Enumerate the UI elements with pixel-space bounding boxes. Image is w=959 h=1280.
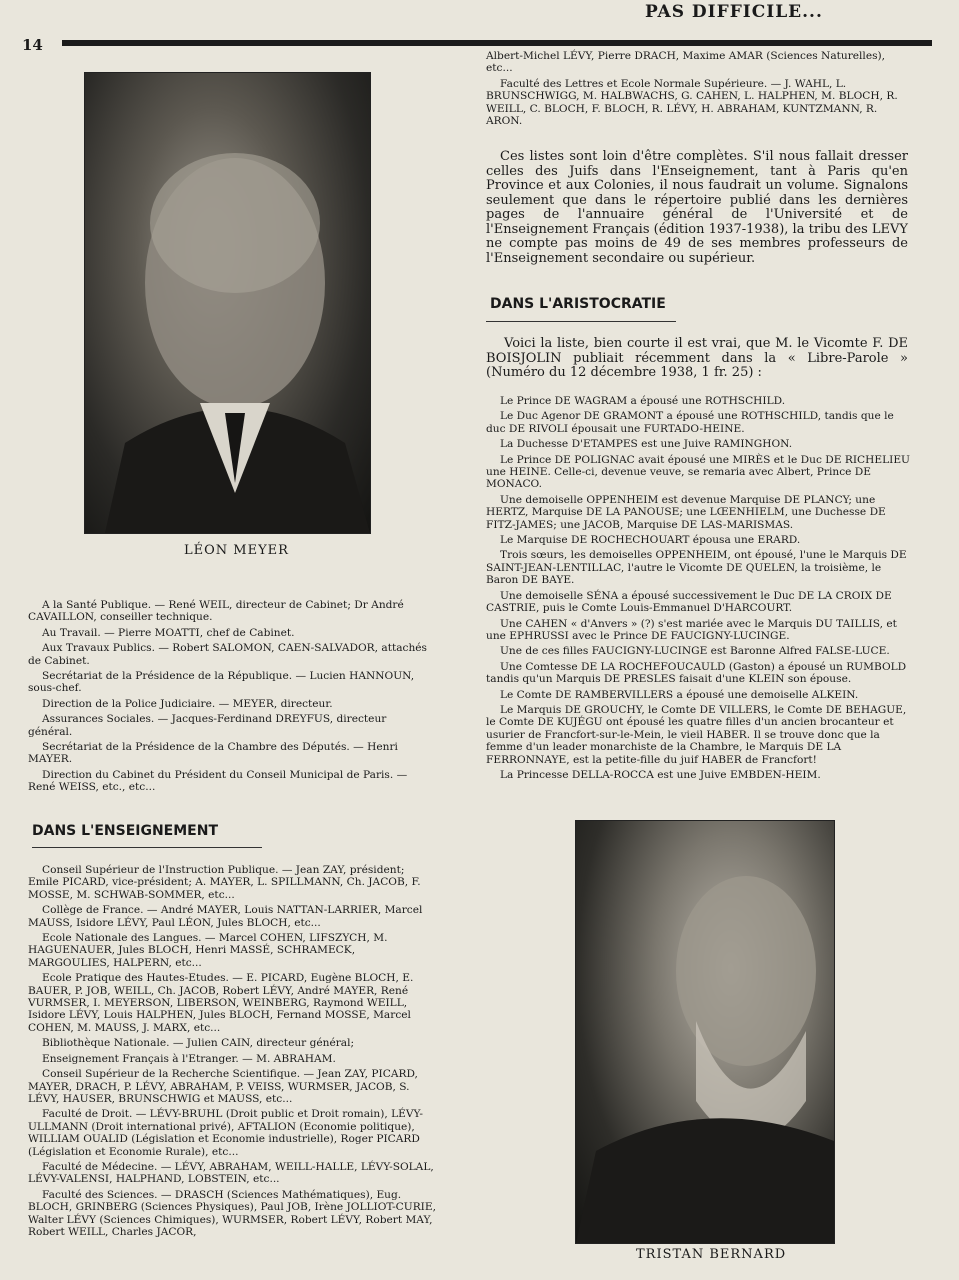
list-item: Albert-Michel LÉVY, Pierre DRACH, Maxime AMAR (Sciences Naturelles), etc... — [486, 50, 886, 75]
list-item: Enseignement Français à l'Etranger. — M. ABRAHAM. — [42, 1052, 336, 1065]
list-item: Une demoiselle SÉNA a épousé successivement le Duc DE LA CROIX DE CASTRIE, puis le Comte Louis-Emmanuel D'HARCOURT. — [486, 589, 892, 615]
heading-aristocratie: DANS L'ARISTOCRATIE — [490, 296, 666, 312]
list-item: Direction de la Police Judiciaire. — MEYER, directeur. — [42, 697, 333, 710]
list-item: Bibliothèque Nationale. — Julien CAIN, directeur général; — [42, 1037, 355, 1050]
list-item: Conseil Supérieur de l'Instruction Publique. — Jean ZAY, président; Emile PICARD, vice-président; A. MAYER, L. SPILLMANN, Ch. JACOB, F. MOSSE, M. SCHWAB-SOMMER, etc... — [28, 864, 421, 901]
lists-paragraph: Ces listes sont loin d'être complètes. S'il nous fallait dresser celles des Juifs dans l'Enseignement, tant à Paris qu'en Province et aux Colonies, il nous faudrait un volume. Signalons seulement que dans le répertoire publié dans les dernières pages de l'annuaire général de l'Université et de l'Enseignement Français (édition 1937-1938), la tribu des LEVY ne compte pas moins de 49 de ses membres professeurs de l'Enseignement secondaire ou supérieur. — [486, 149, 908, 266]
list-item: Le Duc Agenor DE GRAMONT a épousé une ROTHSCHILD, tandis que le duc DE RIVOLI épousait une FURTADO-HEINE. — [486, 410, 894, 435]
list-item: Le Prince DE WAGRAM a épousé une ROTHSCHILD. — [500, 395, 786, 407]
aristocracy-list — [486, 395, 910, 784]
list-item: Collège de France. — André MAYER, Louis NATTAN-LARRIER, Marcel MAUSS, Isidore LÉVY, Paul LÉON, Jules BLOCH, etc... — [28, 904, 423, 929]
list-item: Aux Travaux Publics. — Robert SALOMON, CAEN-SALVADOR, attachés de Cabinet. — [28, 642, 427, 667]
list-item: Le Prince DE POLIGNAC avait épousé une MIRÈS et le Duc DE RICHELIEU une HEINE. Celle-ci, devenue veuve, se remaria avec Albert, Prince DE MONACO. — [486, 453, 910, 491]
list-item: Ecole Pratique des Hautes-Etudes. — E. PICARD, Eugène BLOCH, E. BAUER, P. JOB, WEILL, Ch. JACOB, Robert LÉVY, André MAYER, René VURMSER, I. MEYERSON, LIBERSON, WEINBERG, Raymond WEILL, Isidore LÉVY, Louis HALPHEN, Jules BLOCH, Fernand MOSSE, Marcel COHEN, M. MAUSS, J. MARX, etc... — [28, 972, 414, 1034]
portrait-tristan-bernard-figure — [576, 821, 834, 1243]
list-item: Faculté de Droit. — LÉVY-BRUHL (Droit public et Droit romain), LÉVY-ULLMANN (Droit international privé), AFTALION (Economie politique), WILLIAM OUALID (Législation et Economie industrielle), Roger PICARD (Législation et Economie Rurale), etc... — [28, 1108, 423, 1158]
running-title: PAS DIFFICILE... — [645, 2, 823, 22]
portrait-leon-meyer — [84, 72, 371, 534]
aristocracy-intro: Voici la liste, bien courte il est vrai, que M. le Vicomte F. DE BOISJOLIN publiait récemment dans la « Libre-Parole » (Numéro du 12 décembre 1938, 1 fr. 25) : — [486, 336, 908, 380]
portrait-leon-meyer-figure — [85, 73, 370, 533]
heading-enseignement: DANS L'ENSEIGNEMENT — [32, 823, 219, 839]
list-item: A la Santé Publique. — René WEIL, directeur de Cabinet; Dr André CAVAILLON, conseiller technique. — [28, 599, 404, 624]
right-top-list — [486, 50, 908, 130]
list-item: Une CAHEN « d'Anvers » (?) s'est mariée avec le Marquis DU TAILLIS, et une EPHRUSSI avec le Prince DE FAUCIGNY-LUCINGE. — [486, 617, 897, 642]
list-item: Trois sœurs, les demoiselles OPPENHEIM, ont épousé, l'une le Marquis DE SAINT-JEAN-LENTILLAC, l'autre le Vicomte DE QUELEN, la troisième, le Baron DE BAYE. — [486, 549, 907, 587]
left-education-list — [28, 864, 438, 1241]
caption-leon-meyer: LÉON MEYER — [184, 543, 289, 558]
header-rule — [62, 40, 932, 46]
list-item: Le Comte DE RAMBERVILLERS a épousé une demoiselle ALKEIN. — [500, 688, 859, 701]
list-item: Au Travail. — Pierre MOATTI, chef de Cabinet. — [42, 626, 295, 639]
heading-aristocratie-rule — [486, 321, 676, 322]
list-item: Faculté de Médecine. — LÉVY, ABRAHAM, WEILL-HALLE, LÉVY-SOLAL, LÉVY-VALENSI, HALPHAND, LOBSTEIN, etc... — [28, 1160, 434, 1186]
list-item: Conseil Supérieur de la Recherche Scientifique. — Jean ZAY, PICARD, MAYER, DRACH, P. LÉVY, ABRAHAM, P. VEISS, WURMSER, JACOB, S. LÉVY, HAUSER, BRUNSCHWIG et MAUSS, etc... — [28, 1068, 418, 1105]
list-item: Faculté des Sciences. — DRASCH (Sciences Mathématiques), Eug. BLOCH, GRINBERG (Sciences Physiques), Paul JOB, Irène JOLLIOT-CURIE, Walter LÉVY (Sciences Chimiques), WURMSER, Robert LÉVY, Robert MAY, Robert WEILL, Charles JACOR, — [28, 1188, 436, 1238]
caption-tristan-bernard: TRISTAN BERNARD — [636, 1247, 787, 1262]
list-item: Une de ces filles FAUCIGNY-LUCINGE est Baronne Alfred FALSE-LUCE. — [500, 645, 890, 658]
list-item: Une demoiselle OPPENHEIM est devenue Marquise DE PLANCY; une HERTZ, Marquise DE LA PANOUSE; une LŒENHIELM, une Duchesse DE FITZ-JAMES; une JACOB, Marquise DE LAS-MARISMAS. — [486, 493, 886, 531]
list-item: Direction du Cabinet du Président du Conseil Municipal de Paris. — René WEISS, etc., etc... — [28, 768, 408, 794]
list-item: Faculté des Lettres et Ecole Normale Supérieure. — J. WAHL, L. BRUNSCHWIGG, M. HALBWACHS, G. CAHEN, L. HALPHEN, M. BLOCH, R. WEILL, C. BLOCH, F. BLOCH, R. LÉVY, H. ABRAHAM, KUNTZMANN, R. ARON. — [486, 77, 898, 128]
list-item: Le Marquis DE GROUCHY, le Comte DE VILLERS, le Comte DE BEHAGUE, le Comte DE KUJÉGU ont épousé les quatre filles d'un ancien brocanteur et usurier de Francfort-sur-le-Mein, le vieil HABER. Il se trouve donc que la femme d'un leader monarchiste de la Chambre, le Marquis DE LA FERRONNAYE, est la petite-fille du juif HABER de Francfort! — [486, 703, 907, 766]
list-item: Assurances Sociales. — Jacques-Ferdinand DREYFUS, directeur général. — [28, 713, 387, 738]
portrait-tristan-bernard — [575, 820, 835, 1244]
list-item: Secrétariat de la Présidence de la Chambre des Députés. — Henri MAYER. — [28, 741, 398, 766]
list-item: Ecole Nationale des Langues. — Marcel COHEN, LIFSZYCH, M. HAGUENAUER, Jules BLOCH, Henri MASSÉ, SCHRAMECK, MARGOULIES, HALPERN, etc... — [28, 932, 388, 969]
page-number: 14 — [22, 36, 43, 54]
list-item: Le Marquise DE ROCHECHOUART épousa une ERARD. — [500, 534, 801, 547]
heading-enseignement-rule — [32, 847, 262, 848]
left-government-list — [28, 599, 432, 797]
list-item: La Princesse DELLA-ROCCA est une Juive EMBDEN-HEIM. — [500, 768, 821, 781]
list-item: Une Comtesse DE LA ROCHEFOUCAULD (Gaston) a épousé un RUMBOLD tandis qu'un Marquis DE PRESLES faisait d'une KLEIN son épouse. — [486, 660, 907, 686]
list-item: La Duchesse D'ETAMPES est une Juive RAMINGHON. — [500, 438, 793, 451]
list-item: Secrétariat de la Présidence de la République. — Lucien HANNOUN, sous-chef. — [28, 670, 415, 695]
